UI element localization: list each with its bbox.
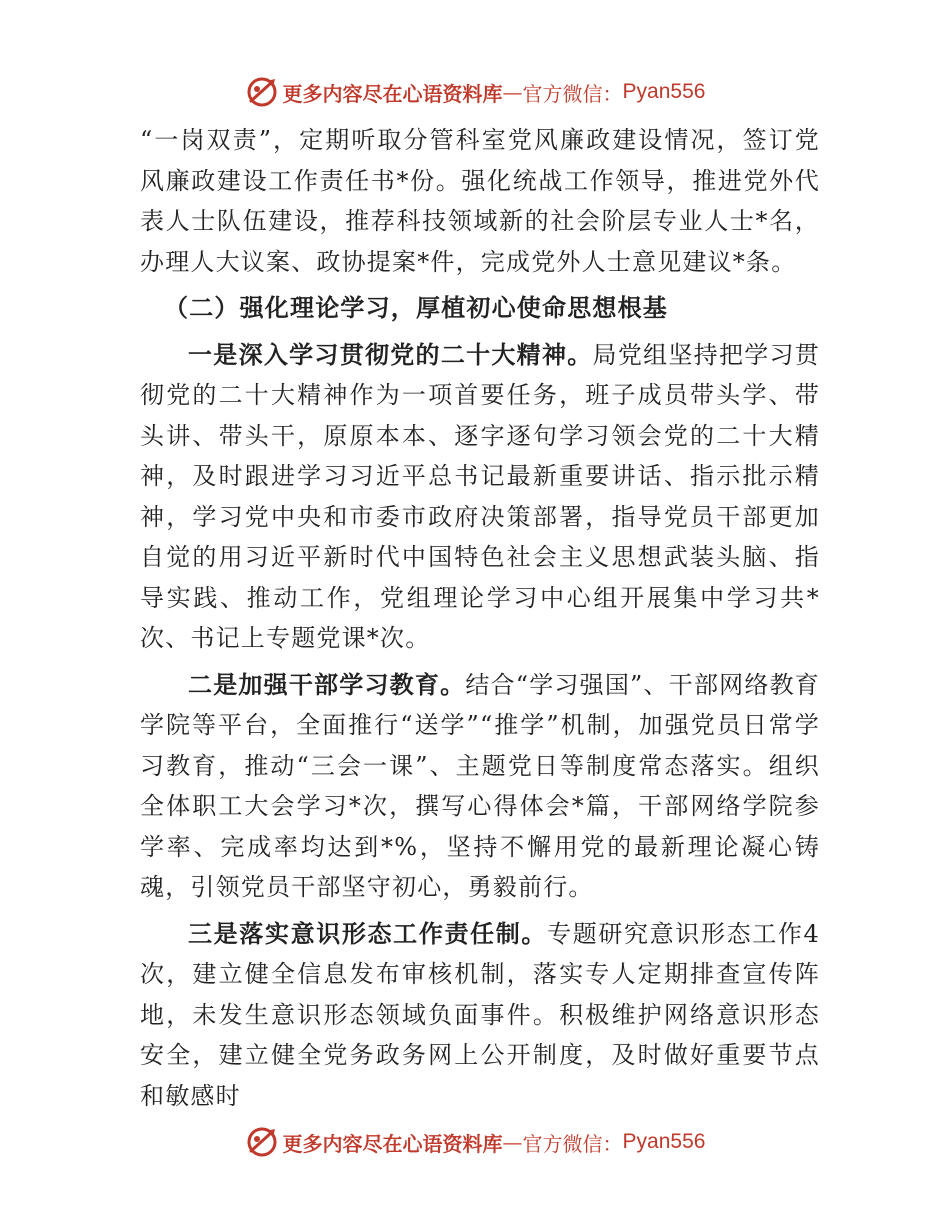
paragraph-lead: 一是深入学习贯彻党的二十大精神。 — [188, 340, 593, 369]
footer-banner-dash: — — [502, 1130, 523, 1154]
paragraph-body: 局党组坚持把学习贯彻党的二十大精神作为一项首要任务，班子成员带头学、带头讲、带头干，原原本本、逐字逐句学习领会党的二十大精神，及时跟进学习习近平总书记最新重要讲话、指示批示精神，学习党中央和市委市政府决策部署，指导党员干部更加自觉的用习近平新时代中国特色社会主义思想武装头脑、指导实践、推动工作，党组理论学习中心组开展集中学习共*次、书记上专题党课*次。 — [140, 340, 820, 652]
paragraph-body: 专题研究意识形态工作4次，建立健全信息发布审核机制，落实专人定期排查宣传阵地，未发生意识形态领域负面事件。积极维护网络意识形态安全，建立健全党务政务网上公开制度，及时做好重要节点和敏感时 — [140, 919, 820, 1110]
header-banner-dash: — — [502, 80, 523, 104]
header-watermark-banner — [0, 72, 950, 112]
paragraph-study-spirit — [140, 335, 820, 659]
section-heading: （二）强化理论学习，厚植初心使命思想根基 — [164, 294, 668, 322]
header-banner-wechat-label: 官方微信： — [522, 81, 623, 106]
paragraph-lead: 二是加强干部学习教育。 — [188, 670, 466, 699]
brand-logo-icon — [245, 1125, 279, 1159]
footer-banner-handle: Pyan556 — [622, 1130, 706, 1153]
footer-banner-text: 更多内容尽在心语资料库 — [282, 1131, 503, 1156]
paragraph-cadre-education — [140, 665, 820, 908]
document-body — [140, 120, 820, 1122]
paragraph-lead: 三是落实意识形态工作责任制。 — [188, 919, 548, 948]
paragraph-ideology-responsibility — [140, 914, 820, 1117]
header-banner-handle: Pyan556 — [622, 80, 706, 103]
paragraph-body: 结合“学习强国”、干部网络教育学院等平台，全面推行“送学”“推学”机制，加强党员日常学习教育，推动“三会一课”、主题党日等制度常态落实。组织全体职工大会学习*次，撰写心得体会*篇，干部网络学院参学率、完成率均达到*%，坚持不懈用党的最新理论凝心铸魂，引领党员干部坚守初心，勇毅前行。 — [140, 670, 820, 901]
header-banner-text: 更多内容尽在心语资料库 — [282, 81, 503, 106]
paragraph-continuation: “一岗双责”，定期听取分管科室党风廉政建设情况，签订党风廉政建设工作责任书*份。强化统战工作领导，推进党外代表人士队伍建设，推荐科技领域新的社会阶层专业人士*名，办理人大议案、政协提案*件，完成党外人士意见建议*条。 — [140, 126, 820, 276]
footer-banner-wechat-label: 官方微信： — [522, 1131, 623, 1156]
brand-logo-icon — [245, 75, 279, 109]
footer-watermark-banner — [0, 1122, 950, 1162]
